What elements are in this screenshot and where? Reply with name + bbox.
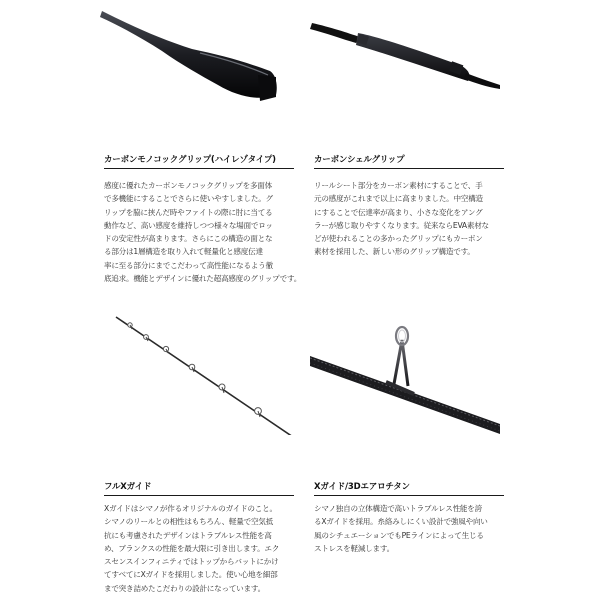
description-line: シマノ独自の立体構造で高いトラブルレス性能を誇 [314, 504, 482, 513]
description-line: 風のシチュエーションでもPEラインによって生じる [314, 530, 484, 540]
description-line: Xガイドはシマノが作るオリジナルのガイドのこと。 [104, 504, 277, 513]
description-line: シマノのリールとの相性はもちろん、軽量で空気抵 [104, 517, 273, 527]
description-line: 抗にも考慮されたデザインはトラブルレス性能を高 [104, 530, 272, 540]
description-line: ラーが感じ取りやすくなります。従来ならEVA素材な [314, 220, 489, 230]
description-line: 率に至る部分にまでこだわって高性能になるよう徹 [104, 260, 273, 270]
description-line: てすべてにXガイドを採用しました。使い心地を細部 [104, 570, 278, 580]
feature-title: カーボンシェルグリップ [314, 155, 405, 165]
description-line: 動作など、高い感度を維持しつつ様々な場面でロッ [104, 220, 273, 230]
title-divider [314, 495, 504, 496]
title-divider [104, 168, 294, 169]
feature-description [314, 502, 508, 555]
description-line: 底追求。機能とデザインに優れた超高感度のグリップです。 [104, 274, 302, 284]
description-line: まで突き詰めたこだわりの設計になっています。 [104, 583, 265, 593]
feature-title: フルXガイド [104, 482, 152, 492]
title-divider [314, 168, 504, 169]
description-line: リールシート部分をカーボン素材にすることで、手 [314, 181, 483, 190]
description-line: ドの安定性が高まります。さらにこの構造の面とな [104, 234, 273, 244]
feature-description [104, 179, 302, 285]
description-line: 元の感度がこれまで以上に高まりました。中空構造 [314, 194, 483, 204]
description-line: どが使われることの多かったグリップにもカーボン [314, 234, 483, 244]
description-line: にすることで伝達率が高まり、小さな変化をアング [314, 207, 483, 217]
feature-title: カーボンモノコックグリップ(ハイレゾタイプ) [104, 155, 276, 165]
feature-description [104, 502, 298, 595]
description-line: ストレスを軽減します。 [314, 543, 394, 553]
description-line: る部分は1層構造を取り入れて軽量化と感度伝達 [104, 247, 263, 257]
description-line: で多機能にすることでさらに使いやすしました。グ [104, 194, 273, 204]
carbon-shell-grip-image [310, 5, 500, 125]
full-x-guide-image [110, 315, 300, 435]
description-line: るXガイドを採用。糸絡みしにくい設計で強風や向い [314, 517, 488, 527]
feature-description [314, 179, 508, 259]
description-line: スセンスインフィニティではトップからバットにかけ [104, 557, 279, 567]
title-divider [104, 495, 294, 496]
description-line: 素材を採用した、新しい形のグリップ構造です。 [314, 247, 475, 257]
x-guide-3d-aero-titanium-image [310, 320, 500, 440]
carbon-monocoque-grip-image [100, 5, 290, 125]
description-line: め、ブランクスの性能を最大限に引き出します。エク [104, 543, 280, 553]
description-line: リップを脇に挟んだ時やファイトの際に肘に当てる [104, 207, 273, 217]
description-line: 感度に優れたカーボンモノコックグリップを多面体 [104, 181, 272, 190]
feature-title: Xガイド/3Dエアロチタン [314, 482, 410, 492]
